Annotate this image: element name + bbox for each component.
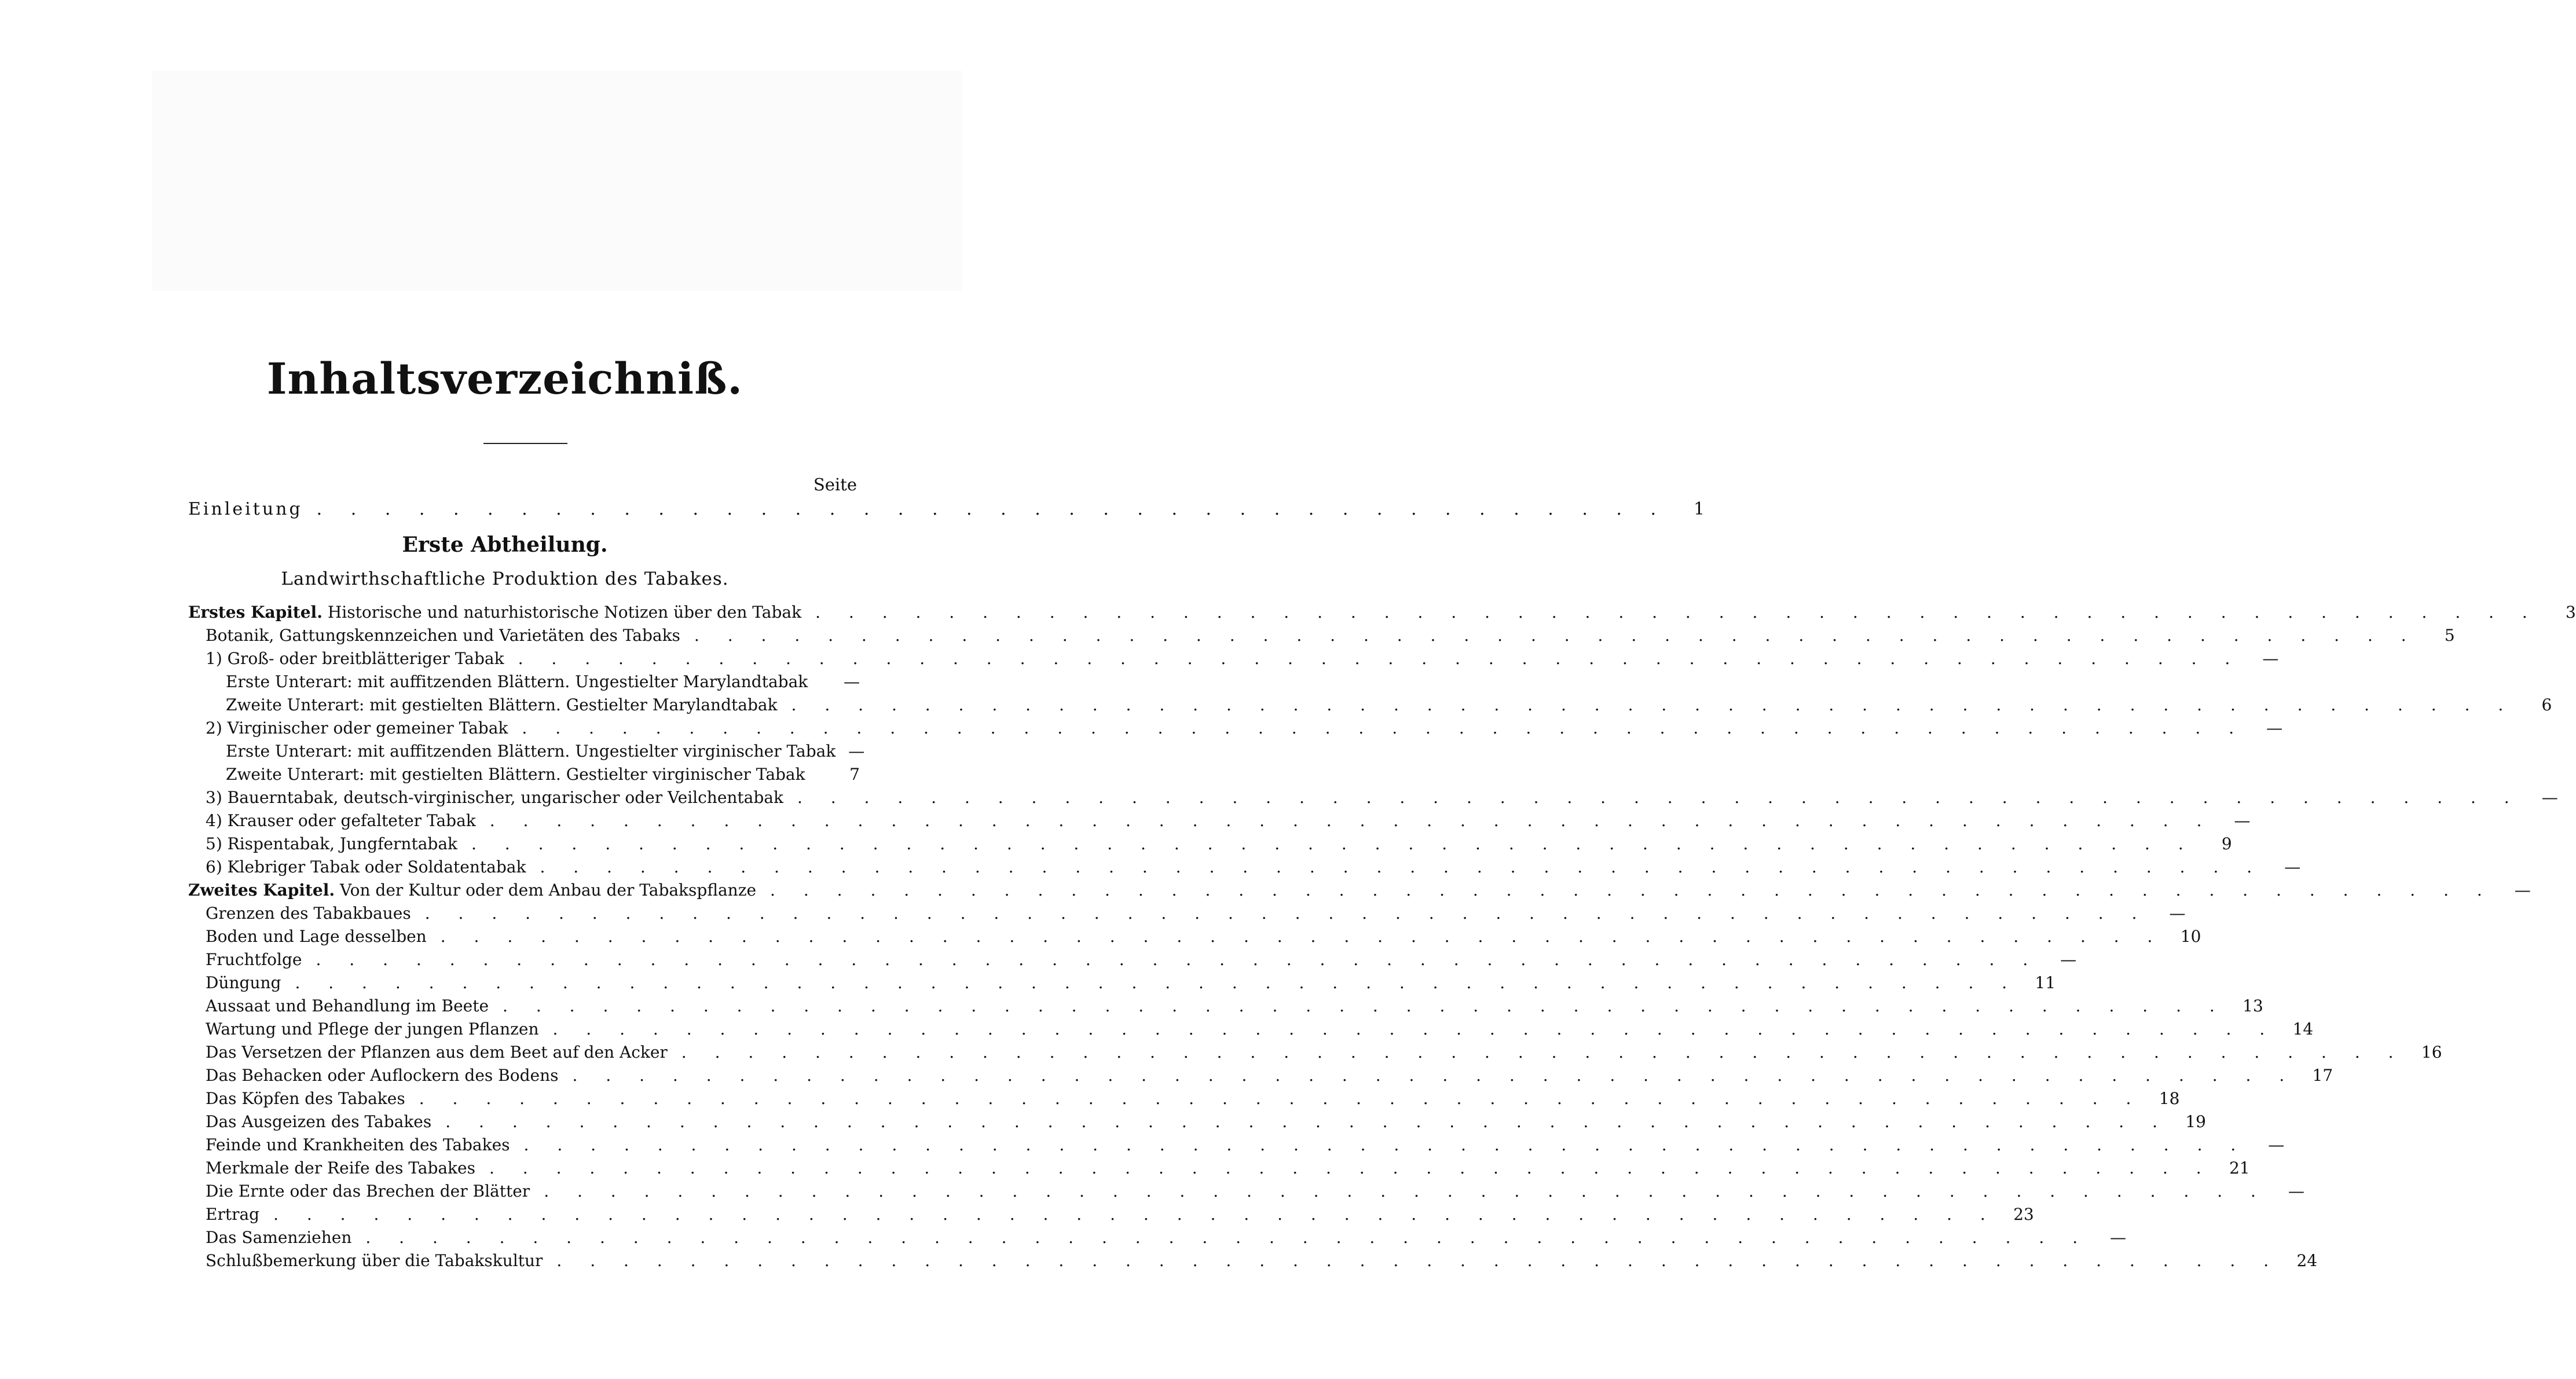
dot-leader: . . . . . . . . . . . . . . . . . . . . . . . . . . . . . . . . . . . . . . . . . . . . . . . . . . . .	[552, 1019, 2277, 1039]
dot-leader: . . . . . . . . . . . . . . . . . . . . . . . . . . . . . . . . . . . . . . . . . . . . . . . . . . . .	[489, 1158, 2213, 1178]
toc-entry[interactable]	[206, 1226, 2127, 1249]
dot-leader: . . . . . . . . . . . . . . . . . . . . . . . . . . . . . . . . . . . . . . . . . . . . . . . . . . . .	[523, 1135, 2248, 1154]
toc-entry-page: 10	[2180, 927, 2201, 946]
toc-entry-text: 5) Rispentabak, Jungferntabak	[206, 834, 457, 853]
toc-entry[interactable]	[206, 1087, 2180, 1110]
toc-entry-text: Zweite Unterart: mit gestielten Blättern. Gestielter virginischer Tabak	[226, 765, 805, 784]
toc-entry-page: —	[2268, 1135, 2285, 1154]
dot-leader: . . . . . . . . . . . . . . . . . . . . . . . . . . . . . . . . . . . . . . . . . . . . . . . . . . . .	[518, 649, 2242, 668]
toc-entry[interactable]	[206, 717, 2283, 740]
dot-leader: . . . . . . . . . . . . . . . . . . . . . . . . . . . . . . . . . . . . . . . . . . . . . . . . . . . .	[540, 857, 2264, 876]
toc-entry-label	[206, 786, 783, 809]
dot-leader: . . . . . . . . . . . . . . . . . . . . . . . . . . . . . . . . . . . . . . . . . . . . . . . . . . . .	[365, 1228, 2090, 1247]
toc-entry-einleitung[interactable]	[188, 499, 1705, 522]
toc-entry-label	[206, 1087, 405, 1110]
toc-entry-label	[206, 624, 680, 647]
toc-entry[interactable]	[226, 763, 860, 786]
toc-entry[interactable]	[206, 1018, 2314, 1041]
dot-leader: . . . . . . . . . . . . . . . . . . . . . . . . . . . . . . . . . . . . . . . . . . . . . . . . . . . .	[273, 1205, 1997, 1224]
dot-leader: . . . . . . . . . . . . . . . . . . . . . . . . . . . . . . . . . . . . . . . . . . . . . . . . . . . .	[556, 1251, 2281, 1270]
dot-leader: . . . . . . . . . . . . . . . . . . . . . . . . . . . . . . . . . . . . . . . . . . . . . . . . . . . .	[522, 718, 2246, 738]
toc-entry-label	[226, 763, 831, 786]
toc-entry-text: Boden und Lage desselben	[206, 927, 427, 946]
toc-entry-text: 2) Virginischer oder gemeiner Tabak	[206, 718, 508, 738]
dot-leader: . . . . . . . . . . . . . . . . . . . . . . . . . . . . . . . . . . . . . . . . . . . . . . . . . . . .	[471, 834, 2195, 853]
toc-entry-page: 6	[2541, 695, 2552, 714]
toc-entry-page: 19	[2185, 1112, 2206, 1131]
toc-entry[interactable]	[206, 971, 2056, 995]
toc-entry[interactable]	[206, 1064, 2333, 1087]
toc-entry-label	[226, 670, 831, 694]
toc-entry[interactable]	[226, 740, 865, 763]
scan-shadow-area	[152, 71, 962, 291]
toc-entry-page: —	[2110, 1228, 2127, 1247]
toc-entry-text: 6) Klebriger Tabak oder Soldatentabak	[206, 857, 526, 876]
toc-entry-text: Feinde und Krankheiten des Tabakes	[206, 1135, 510, 1154]
toc-entry[interactable]	[206, 902, 2186, 925]
toc-entry[interactable]	[206, 995, 2263, 1018]
dot-leader: . . . . . . . . . . . . . . . . . . . . . . . . . . . . . . . . . . . . . . . . . . . . . . . . . . . .	[572, 1066, 2296, 1085]
toc-entry-label	[206, 1064, 559, 1087]
toc-entry-page: 24	[2296, 1251, 2318, 1270]
toc-entry-text: Historische und naturhistorische Notizen über den Tabak	[322, 603, 802, 622]
toc-entry-page: 9	[2221, 834, 2232, 853]
toc-entry-page: —	[844, 672, 860, 691]
toc-entry-page: 5	[2444, 626, 2455, 645]
toc-entry[interactable]	[206, 1157, 2250, 1180]
toc-entry-text: Das Köpfen des Tabakes	[206, 1089, 405, 1108]
toc-entry-page: —	[2266, 718, 2283, 738]
toc-entry[interactable]	[206, 1134, 2285, 1157]
toc-entry-label	[206, 1249, 543, 1272]
toc-entry-text: 3) Bauerntabak, deutsch-virginischer, ungarischer oder Veilchentabak	[206, 788, 783, 807]
toc-entry-page: —	[2541, 788, 2558, 807]
toc-entry-page: 1	[1693, 499, 1705, 519]
toc-entry[interactable]	[206, 948, 2077, 971]
toc-entry[interactable]	[206, 624, 2455, 647]
toc-entry-text: Das Versetzen der Pflanzen aus dem Beet auf den Acker	[206, 1043, 668, 1062]
toc-entry-text: Düngung	[206, 973, 281, 992]
toc-entry-label	[206, 1157, 475, 1180]
toc-entry-text: Ertrag	[206, 1205, 260, 1224]
dot-leader: . . . . . . . . . . . . . . . . . . . . . . . . . . . . . . . . . . . . . . . . . . . . . . . . . . . .	[815, 603, 2539, 622]
toc-entry[interactable]	[206, 809, 2251, 832]
toc-entry-text: Botanik, Gattungskennzeichen und Varietäten des Tabaks	[206, 626, 680, 645]
toc-entry-label	[206, 948, 302, 971]
toc-entry-label	[206, 1180, 530, 1203]
toc-entry-label	[188, 601, 801, 624]
toc-entry[interactable]	[206, 925, 2201, 948]
toc-entry-page: 3	[2566, 603, 2576, 622]
toc-entry-page: 13	[2242, 996, 2263, 1015]
dot-leader: . . . . . . . . . . . . . . . . . . . . . . . . . . . . . . . . . . . . . . . . . . . . . . . . . . . .	[424, 904, 2149, 923]
dot-leader: . . . . . . . . . . . . . . . . . . . . . . . . . . . . . . . . . . . . . . . . . . . . . . . . . . . .	[544, 1182, 2267, 1201]
toc-entry-page: 21	[2229, 1158, 2250, 1178]
page-title: Inhaltsverzeichniß.	[266, 354, 743, 404]
toc-entry-text: 1) Groß- oder breitblätteriger Tabak	[206, 649, 504, 668]
dot-leader: . . . . . . . . . . . . . . . . . . . . . . . . . . . . . . . . . . . . . . . . . . . . . . . . . . . .	[791, 695, 2515, 714]
toc-entry-page: —	[2514, 881, 2531, 900]
toc-entry-page: 18	[2159, 1089, 2180, 1108]
toc-entry-page: —	[2169, 904, 2186, 923]
toc-entry[interactable]	[206, 1041, 2442, 1064]
page-column-label: Seite	[813, 475, 857, 494]
toc-entry-label	[206, 1018, 539, 1041]
toc-entry-label	[206, 856, 526, 879]
section-subheading: Landwirthschaftliche Produktion des Tabakes.	[281, 569, 729, 589]
toc-entry[interactable]	[206, 647, 2279, 670]
chapter-label: Erstes Kapitel.	[188, 603, 323, 622]
toc-entry[interactable]	[206, 832, 2232, 856]
toc-entry-page: —	[2284, 857, 2301, 876]
toc-entry-label	[206, 995, 489, 1018]
toc-entry-label	[226, 740, 836, 763]
toc-entry[interactable]	[226, 694, 2552, 717]
toc-entry-page: 11	[2035, 973, 2056, 992]
dot-leader: . . . . . . . . . . . . . . . . . . . . . . . . . . . . . . . . . . . . . . . . . . . . . . . . . . . .	[316, 950, 2040, 969]
dot-leader: . . . . . . . . . . . . . . . . . . . . . . . . . . . . . . . . . . . . . . . . . . . . . . . . . . . .	[681, 1043, 2405, 1062]
toc-entry[interactable]	[206, 1180, 2304, 1203]
dot-leader: . . . . . . . . . . . . . . . . . . . . . . . . . . . . . . . . . . . . . . . . . . . . . . . . . . . .	[489, 811, 2214, 830]
toc-entry-page: 16	[2421, 1043, 2442, 1062]
dot-leader: . . . . . . . . . . . . . . . . . . . . . . . . . . . . . . . . . . . . . . . . . . . . . . . . . . . .	[503, 996, 2226, 1015]
dot-leader: . . . . . . . . . . . . . . . . . . . . . . . . . . . . . . . . . . . . . . . . . . . . . . . . . . . .	[694, 626, 2418, 645]
toc-entry-label	[206, 1134, 510, 1157]
table-of-contents	[0, 601, 2576, 1272]
toc-entry-label	[206, 1041, 668, 1064]
toc-entry-page: —	[2234, 811, 2251, 830]
toc-entry[interactable]	[206, 856, 2301, 879]
toc-entry-text: Zweite Unterart: mit gestielten Blättern. Gestielter Marylandtabak	[226, 695, 778, 714]
toc-entry[interactable]	[188, 601, 2576, 624]
toc-entry-page: —	[2288, 1182, 2304, 1201]
toc-entry-label: Einleitung	[188, 499, 303, 519]
dot-leader: . . . . . . . . . . . . . . . . . . . . . . . . . . . . . . . . . . . . . . . . . . . . . . . . . . . .	[797, 788, 2521, 807]
toc-entry-page: 7	[849, 765, 860, 784]
toc-entry[interactable]	[188, 879, 2531, 902]
toc-entry-label	[206, 902, 411, 925]
toc-entry-label	[206, 1226, 351, 1249]
dot-leader: . . . . . . . . . . . . . . . . . . . . . . . . . . . . . . . . . . . . . . . . . . . . . . . . . . . .	[440, 927, 2164, 946]
toc-entry-text: Wartung und Pflege der jungen Pflanzen	[206, 1019, 539, 1039]
toc-entry-label	[188, 879, 756, 902]
toc-entry[interactable]	[226, 670, 860, 694]
toc-entry-label	[206, 1110, 431, 1134]
toc-entry-text: Das Ausgeizen des Tabakes	[206, 1112, 432, 1131]
dot-leader: . . . . . . . . . . . . . . . . . . . . . . . . . . . . . . . . . . . . . . . . . . . . . . . . . . . .	[419, 1089, 2143, 1108]
toc-entry-text: Merkmale der Reife des Tabakes	[206, 1158, 475, 1178]
dot-leader: . . . . . . . . . . . . . . . . . . . . . . . . . . . . . . . . . . . . . . . . . . . . . . . . . . . .	[445, 1112, 2169, 1131]
toc-entry-text: Die Ernte oder das Brechen der Blätter	[206, 1182, 530, 1201]
toc-entry-text: Schlußbemerkung über die Tabakskultur	[206, 1251, 543, 1270]
toc-entry-label	[206, 925, 427, 948]
toc-entry[interactable]	[206, 786, 2558, 809]
dot-leader: . . . . . . . . . . . . . . . . . . . . . . . . . . . . . . . . . . . . . . . . . . . . . . . . . . . .	[770, 881, 2494, 900]
toc-entry-page: 23	[2013, 1205, 2034, 1224]
section-heading: Erste Abtheilung.	[402, 533, 608, 557]
dot-leader: . . . . . . . . . . . . . . . . . . . . . . . . . . . . . . . . . . . . . . . .	[316, 499, 1668, 519]
dot-leader: . . . . . . . . . . . . . . . . . . . . . . . . . . . . . . . . . . . . . . . . . . . . . . . . . . . .	[295, 973, 2019, 992]
toc-entry-label	[206, 971, 281, 995]
toc-entry-text: Fruchtfolge	[206, 950, 302, 969]
toc-entry-label	[206, 717, 508, 740]
toc-entry-label	[206, 832, 457, 856]
toc-entry[interactable]	[206, 1110, 2206, 1134]
toc-entry-label	[226, 694, 778, 717]
toc-entry-page: 14	[2292, 1019, 2314, 1039]
toc-entry-text: Aussaat und Behandlung im Beete	[206, 996, 489, 1015]
toc-entry-label	[206, 1203, 259, 1226]
toc-entry[interactable]	[206, 1249, 2318, 1272]
toc-entry-page: —	[848, 742, 865, 761]
toc-entry-text: Grenzen des Tabakbaues	[206, 904, 411, 923]
toc-entry[interactable]	[206, 1203, 2034, 1226]
toc-entry-text: Das Samenziehen	[206, 1228, 352, 1247]
chapter-label: Zweites Kapitel.	[188, 881, 335, 900]
toc-entry-text: 4) Krauser oder gefalteter Tabak	[206, 811, 476, 830]
toc-entry-text: Erste Unterart: mit auffitzenden Blättern. Ungestielter virginischer Tabak	[226, 742, 836, 761]
toc-entry-label	[206, 809, 476, 832]
toc-entry-page: —	[2060, 950, 2077, 969]
toc-entry-page: —	[2262, 649, 2279, 668]
toc-entry-page: 17	[2312, 1066, 2333, 1085]
toc-entry-text: Das Behacken oder Auflockern des Bodens	[206, 1066, 559, 1085]
toc-entry-text: Erste Unterart: mit auffitzenden Blättern. Ungestielter Marylandtabak	[226, 672, 808, 691]
toc-entry-label	[206, 647, 504, 670]
title-divider	[483, 443, 567, 444]
toc-entry-text: Von der Kultur oder dem Anbau der Tabakspflanze	[335, 881, 757, 900]
